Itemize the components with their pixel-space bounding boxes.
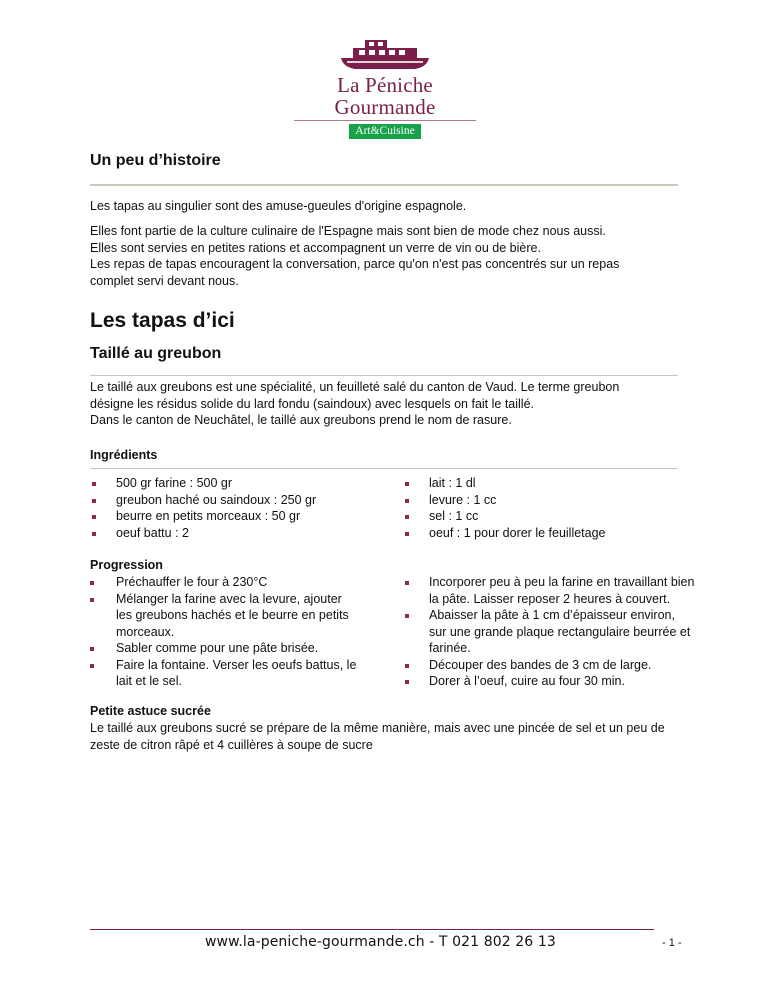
tip-line: zeste de citron râpé et 4 cuillères à soupe de sucre bbox=[90, 737, 373, 752]
ingredient-item: greubon haché ou saindoux : 250 gr bbox=[90, 492, 370, 509]
recipe-description bbox=[90, 379, 680, 429]
footer-divider bbox=[90, 929, 654, 930]
brand-divider bbox=[294, 120, 476, 121]
ingredients-heading: Ingrédients bbox=[90, 448, 158, 462]
brand-logo bbox=[290, 36, 480, 139]
ingredient-item: 500 gr farine : 500 gr bbox=[90, 475, 370, 492]
tip-heading: Petite astuce sucrée bbox=[90, 704, 211, 718]
ingredient-item: oeuf battu : 2 bbox=[90, 525, 370, 542]
progression-step: Faire la fontaine. Verser les oeufs battus, le lait et le sel. bbox=[90, 657, 380, 690]
tip-line: Le taillé aux greubons sucré se prépare de la même manière, mais avec une pincée de sel et un peu de bbox=[90, 721, 665, 735]
history-divider bbox=[90, 184, 678, 186]
ingredient-item: oeuf : 1 pour dorer le feuilletage bbox=[403, 525, 683, 542]
progression-step: Sabler comme pour une pâte brisée. bbox=[90, 640, 380, 657]
description-line: Dans le canton de Neuchâtel, le taillé aux greubons prend le nom de rasure. bbox=[90, 413, 512, 427]
barge-icon bbox=[335, 36, 435, 72]
progression-step: Incorporer peu à peu la farine en travaillant bien la pâte. Laisser reposer 2 heures à couvert. bbox=[403, 574, 703, 607]
history-body bbox=[90, 223, 680, 289]
progression-step: Mélanger la farine avec la levure, ajouter les greubons hachés et le beurre en petits morceaux. bbox=[90, 591, 380, 641]
history-line: complet servi devant nous. bbox=[90, 273, 239, 288]
page-number: - 1 - bbox=[662, 937, 682, 949]
ingredients-divider bbox=[90, 468, 678, 469]
history-intro: Les tapas au singulier sont des amuse-gueules d'origine espagnole. bbox=[90, 199, 467, 213]
progression-steps-left bbox=[90, 574, 380, 690]
progression-step: Préchauffer le four à 230°C bbox=[90, 574, 380, 591]
history-line: Elles sont servies en petites rations et accompagnent un verre de vin ou de bière. bbox=[90, 240, 541, 255]
progression-step: Dorer à l’oeuf, cuire au four 30 min. bbox=[403, 673, 703, 690]
progression-steps-right bbox=[403, 574, 703, 690]
brand-badge: Art&Cuisine bbox=[349, 124, 420, 139]
ingredients-list-left bbox=[90, 475, 370, 541]
description-line: Le taillé aux greubons est une spécialité, un feuilleté salé du canton de Vaud. Le terme greubon bbox=[90, 380, 620, 394]
ingredients-list-right bbox=[403, 475, 683, 541]
tapas-heading: Les tapas d’ici bbox=[90, 309, 235, 332]
ingredient-item: beurre en petits morceaux : 50 gr bbox=[90, 508, 370, 525]
history-line: Les repas de tapas encouragent la conversation, parce qu'on n'est pas concentrés sur un repas bbox=[90, 257, 620, 271]
footer-contact: www.la-peniche-gourmande.ch - T 021 802 26 13 bbox=[205, 934, 556, 950]
description-line: désigne les résidus solide du lard fondu (saindoux) avec lesquels on fait le taillé. bbox=[90, 396, 535, 411]
ingredient-item: lait : 1 dl bbox=[403, 475, 683, 492]
progression-step: Découper des bandes de 3 cm de large. bbox=[403, 657, 703, 674]
ingredient-item: sel : 1 cc bbox=[403, 508, 683, 525]
history-heading: Un peu d’histoire bbox=[90, 152, 221, 169]
brand-name: La Péniche Gourmande bbox=[334, 73, 436, 119]
progression-step: Abaisser la pâte à 1 cm d’épaisseur environ, sur une grande plaque rectangulaire beurrée et farinée. bbox=[403, 607, 703, 657]
tip-body bbox=[90, 720, 680, 753]
progression-heading: Progression bbox=[90, 558, 163, 572]
ingredient-item: levure : 1 cc bbox=[403, 492, 683, 509]
recipe-divider bbox=[90, 375, 678, 376]
recipe-title: Taillé au greubon bbox=[90, 345, 222, 362]
history-line: Elles font partie de la culture culinaire de l'Espagne mais sont bien de mode chez nous aussi. bbox=[90, 224, 606, 238]
